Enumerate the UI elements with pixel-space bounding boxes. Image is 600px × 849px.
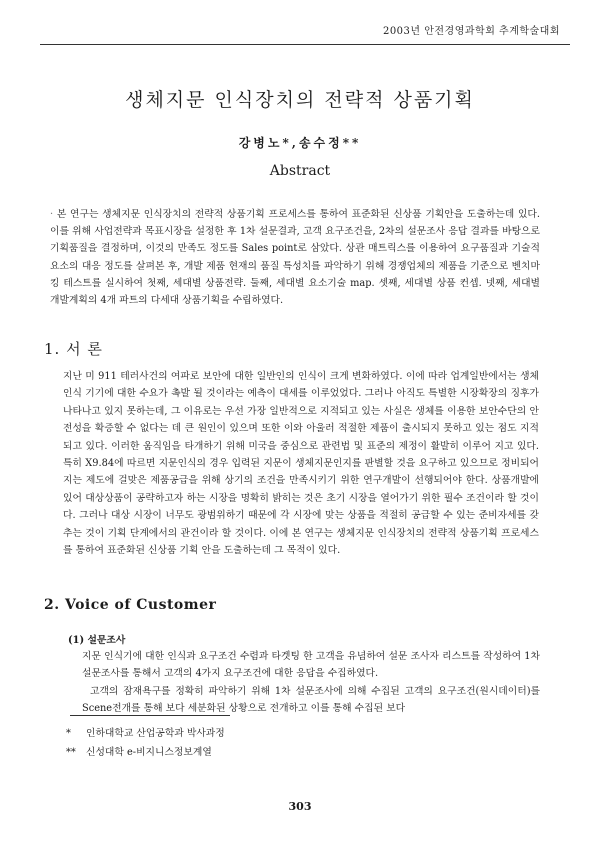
- section-1-paragraph: 지난 미 911 테러사건의 여파로 보안에 대한 일반인의 인식이 크게 변화하였다. 이에 따라 업계일반에서는 생체인식 기기에 대한 수요가 촉발 될 것이라는 예측이 대세를 이루었었다. 그러나 아직도 특별한 시장확장의 징후가 나타나고 있지 못하는데, 그 이유로는 우선 가장 일반적으로 지적되고 있는 사실은 생체를 이용한 보안수단의 안전성을 확증할 수 없다는 데 큰 원인이 있으며 또한 이와 아울러 적절한 제품이 출시되지 못하고 있는 점도 지적되고 있다. 이러한 움직임을 타개하기 위해 미국을 중심으로 관련법 및 표준의 제정이 활발히 이루어 지고 있다. 특히 X9.84에 따르면 지문인식의 경우 입력된 지문이 생체지문인지를 판별할 것을 요구하고 있으므로 정비되어지는 제도에 걸맞은 제품공급을 위해 상기의 조건을 만족시키기 위한 연구개발이 선행되어야 한다. 상품개발에 있어 대상상품이 공략하고자 하는 시장을 명확히 밝히는 것은 초기 시장을 열어가기 위한 필수 조건이라 할 것이다. 그러나 대상 시장이 너무도 광범위하기 때문에 각 시장에 맞는 상품을 적절히 공급할 수 있는 준비자세를 갖추는 것이 기획 단계에서의 관건이라 할 것이다. 이에 본 연구는 생체지문 인식장치의 전략적 상품기획 프로세스를 통하여 표준화된 신상품 기획 안을 도출하는데 그 목적이 있다.: [63, 371, 539, 557]
- footnote-rule: [70, 715, 230, 716]
- running-header: 2003년 안전경영과학회 추계학술대회: [382, 26, 560, 37]
- abstract-heading: Abstract: [269, 163, 331, 179]
- section-2-paragraph-1: 지문 인식기에 대한 인식과 요구조건 수렴과 타겟팅 한 고객을 유념하여 설문 조사자 리스트를 작성하여 1차 설문조사를 통해서 고객의 4가지 요구조건에 대한 응답을 수집하였다.: [82, 651, 540, 680]
- paper-title: 생체지문 인식장치의 전략적 상품기획: [125, 89, 475, 111]
- section-2-heading: 2. Voice of Customer: [44, 597, 217, 613]
- footnote-2: [66, 743, 225, 762]
- footnote-mark: **: [66, 747, 76, 758]
- abstract-body: [50, 206, 540, 309]
- section-2-body: [82, 648, 540, 718]
- paper-authors: 강병노*,송수정**: [238, 136, 362, 150]
- section-2-paragraph-2: 고객의 잠재욕구를 정확히 파악하기 위해 1차 설문조사에 의해 수집된 고객의 요구조건(원시데이터)를 Scene전개를 통해 보다 세분화된 상황으로 전개하고 이를 통해 수집된 보다: [82, 685, 540, 715]
- footnote-text: 인하대학교 산업공학과 박사과정: [86, 728, 225, 739]
- header-rule: [40, 44, 570, 45]
- section-1-heading: 1. 서 론: [44, 340, 103, 358]
- subsection-heading: (1) 설문조사: [68, 635, 126, 646]
- footnotes: [66, 724, 225, 762]
- abstract-lead-mark: ·: [50, 209, 54, 220]
- abstract-text: 본 연구는 생체지문 인식장치의 전략적 상품기획 프로세스를 통하여 표준화된 신상품 기획안을 도출하는데 있다. 이를 위해 사업전략과 목표시장을 설정한 후 1차 설문결과, 고객 요구조건을, 2차의 설문조사 응답 결과를 바탕으로 기획품질을 결정하며, 이것의 만족도 정도를 Sales point로 삼았다. 상관 매트릭스를 이용하여 요구품질과 기술적 요소의 대응 정도를 살펴본 후, 개발 제품 현재의 품질 특성치를 파악하기 위해 경쟁업체의 제품을 기준으로 벤치마킹 테스트를 실시하여 첫째, 세대별 상품전략. 둘째, 세대별 요소기술 map. 셋째, 세대별 상품 컨셉. 넷째, 세대별 개발계획의 4개 파트의 다세대 상품기획을 수립하였다.: [50, 209, 540, 307]
- footnote-text: 신성대학 e-비지니스정보계열: [86, 747, 212, 758]
- page-number: 303: [288, 800, 312, 813]
- footnote-mark: *: [66, 728, 71, 739]
- footnote-1: [66, 724, 225, 743]
